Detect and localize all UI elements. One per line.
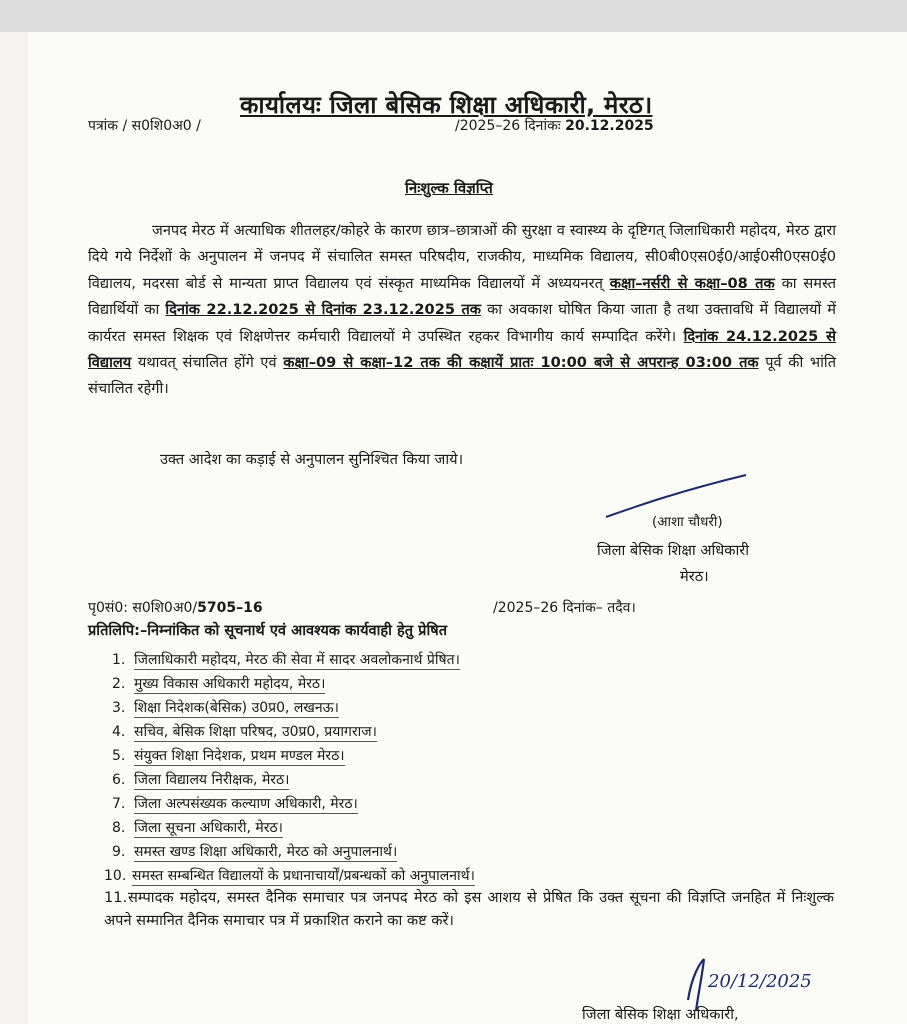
office-title: कार्यालयः जिला बेसिक शिक्षा अधिकारी, मेरठ। — [240, 91, 653, 119]
copy-reference-date: /2025–26 दिनांक– तदैव। — [493, 600, 636, 616]
notice-title: निःशुल्क विज्ञप्ति — [405, 179, 493, 197]
highlight-classes: कक्षा–नर्सरी से कक्षा–08 तक — [609, 274, 775, 292]
list-item: 1. जिलाधिकारी महोदय, मेरठ की सेवा में सादर अवलोकनार्थ प्रेषित। — [112, 652, 460, 668]
copy-reference-number: पृ0सं0: स0शि0अ0/5705–16 — [88, 600, 263, 616]
highlight-reopen-date: दिनांक 24.12.2025 से विद्यालय — [88, 327, 836, 372]
signatory-designation: जिला बेसिक शिक्षा अधिकारी — [597, 542, 749, 559]
signatory-name: (आशा चौधरी) — [652, 514, 723, 530]
copy-heading: प्रतिलिपि:–निम्नांकित को सूचनार्थ एवं आवश्यक कार्यवाही हेतु प्रेषित — [88, 622, 448, 639]
bottom-designation: जिला बेसिक शिक्षा अधिकारी, — [582, 1006, 739, 1023]
reference-date: /2025–26 दिनांकः 20.12.2025 — [455, 118, 654, 134]
list-item: 9. समस्त खण्ड शिक्षा अधिकारी, मेरठ को अनुपालनार्थ। — [112, 844, 398, 860]
svg-text:20/12/2025: 20/12/2025 — [708, 971, 812, 992]
list-item: 7. जिला अल्पसंख्यक कल्याण अधिकारी, मेरठ। — [112, 796, 358, 812]
list-item: 3. शिक्षा निदेशक(बेसिक) उ0प्र0, लखनऊ। — [112, 700, 339, 716]
list-item-editor: 11.सम्पादक महोदय, समस्त दैनिक समाचार पत्र जनपद मेरठ को इस आशय से प्रेषित कि उक्त सूचना की विज्ञप्ति जनहित में निःशुल्क अपने सम्मानित दैनिक समाचार पत्र में प्रकाशित कराने का कष्ट करें। — [104, 889, 834, 929]
list-item: 5. संयुक्त शिक्षा निदेशक, प्रथम मण्डल मेरठ। — [112, 748, 345, 764]
reference-number: पत्रांक / स0शि0अ0 / — [88, 118, 201, 134]
list-item: 4. सचिव, बेसिक शिक्षा परिषद, उ0प्र0, प्रयागराज। — [112, 724, 377, 740]
list-item: 6. जिला विद्यालय निरीक्षक, मेरठ। — [112, 772, 290, 788]
notice-body: जनपद मेरठ में अत्याधिक शीतलहर/कोहरे के कारण छात्र–छात्राओं की सुरक्षा व स्वास्थ्य के दृष्टिगत् जिलाधिकारी महोदय, मेरठ द्वारा दिये गये निर्देशों के अनुपालन में जनपद में संचालित समस्त परिषदीय, राजकीय, माध्यमिक विद्यालय, सी0बी0एस0ई0/आई0सी0एस0ई0 विद्यालय, मदरसा बोर्ड से मान्यता प्राप्त विद्यालय एवं संस्कृत माध्यमिक विद्यालयों में अध्ययनरत् कक्षा–नर्सरी से कक्षा–08 तक का समस्त विद्यार्थियों का दिनांक 22.12.2025 से दिनांक 23.12.2025 तक का अवकाश घोषित किया जाता है तथा उक्तावधि में विद्यालयों में कार्यरत समस्त शिक्षक एवं शिक्षणेत्तर कर्मचारी विद्यालयों मे उपस्थित रहकर विभागीय कार्य सम्पादित करेंगे। दिनांक 24.12.2025 से विद्यालय यथावत् संचालित होंगे एवं कक्षा–09 से कक्षा–12 तक की कक्षायें प्रातः 10:00 बजे से अपरान्ह 03:00 तक पूर्व की भांति संचालित रहेगी। — [88, 222, 837, 398]
order-line: उक्त आदेश का कड़ाई से अनुपालन सुनिश्चित किया जाये। — [160, 451, 464, 468]
highlight-holiday-dates: दिनांक 22.12.2025 से दिनांक 23.12.2025 तक — [165, 301, 482, 319]
list-item: 10. समस्त सम्बन्धित विद्यालयों के प्रधानाचार्यों/प्रबन्धकों को अनुपालनार्थ। — [104, 868, 475, 884]
list-item: 2. मुख्य विकास अधिकारी महोदय, मेरठ। — [112, 676, 326, 692]
list-item: 8. जिला सूचना अधिकारी, मेरठ। — [112, 820, 283, 836]
highlight-timing: कक्षा–09 से कक्षा–12 तक की कक्षायें प्रातः 10:00 बजे से अपरान्ह 03:00 तक — [283, 354, 759, 372]
top-bar — [0, 0, 907, 32]
signatory-city: मेरठ। — [680, 568, 709, 585]
